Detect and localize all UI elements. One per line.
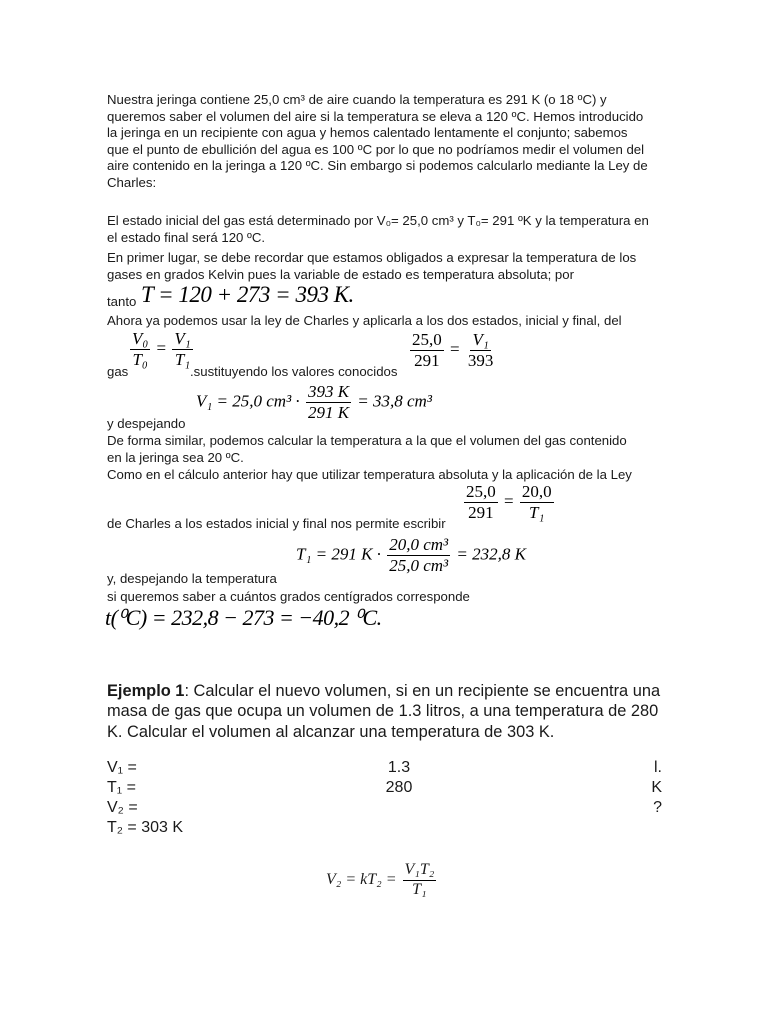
como-line: Como en el cálculo anterior hay que utilizar temperatura absoluta y la aplicación de la Ley [107,467,632,482]
example-1-statement [107,681,667,742]
charles-escribir-line: de Charles a los estados inicial y final nos permite escribir [107,516,446,531]
row-label: V₁ = [107,759,137,776]
row-label: V₂ = [107,799,138,816]
example-title: Ejemplo 1 [107,682,185,700]
sustituyendo-label: .sustituyendo los valores conocidos [190,364,398,379]
data-row-v1 [107,758,662,778]
intro-paragraph-2: El estado inicial del gas está determinado por V₀= 25,0 cm³ y T₀= 291 ºK y la temperatura en el estado final será 120 ºC. [107,213,649,245]
celsius-result-formula: t(⁰C) = 232,8 − 273 = −40,2 ⁰C. [105,605,382,630]
similar-line-1: De forma similar, podemos calcular la temperatura a la que el volumen del gas contenido [107,433,627,448]
despejando-temp-line: y, despejando la temperatura [107,571,277,586]
example-formula: V₂ = kT₂ = $\frac{\text{V₁T₂}}{\text{T₁}}$ [326,861,435,898]
data-row-t1 [107,778,662,798]
t1-calculation-formula: T₁ = 291 K · $\frac{\text{20,0 cm³}}{\text{25,0 cm³}}$ = 232,8 K [296,535,526,575]
row-label: T₁ = [107,779,136,796]
data-row-v2 [107,798,662,818]
v1-calculation-formula: V₁ = 25,0 cm³ · $\frac{393 K}{291 K}$ = 33,8 cm³ [196,382,432,422]
data-row-t2 [107,818,662,838]
intro-paragraph-1: Nuestra jeringa contiene 25,0 cm³ de aire cuando la temperatura es 291 K (o 18 ºC) y queremos saber el volumen del aire si la temperatura se eleva a 120 ºC. Hemos introducido la jeringa en un recipiente con agua y hemos calentado lentamente el conjunto; sabemos que el punto de ebullición del agua es 100 ºC por lo que no podríamos medir el volumen del aire contenido en la jeringa a 120 ºC. Sin embargo si podemos calcularlo mediante la Ley de Charles: [107,92,648,190]
kelvin-conversion-formula: T = 120 + 273 = 393 K. [141,282,354,307]
tanto-label: tanto [107,294,137,309]
row-unit: l. [654,759,662,776]
row-unit: K [651,779,662,796]
charles-law-line: Ahora ya podemos usar la ley de Charles y aplicarla a los dos estados, inicial y final, del [107,313,622,328]
intro-paragraph-3: En primer lugar, se debe recordar que estamos obligados a expresar la temperatura de los gases en grados Kelvin pues la variable de estado es temperatura absoluta; por [107,250,637,282]
charles-law-formula: $\frac{\text{V₀}}{\text{T₀}}$ = $\frac{\text{V₁}}{\text{T₁}}$ [132,329,191,369]
row-value: 1.3 [387,759,411,776]
row-label: T₂ = 303 K [107,819,184,836]
example-text: : Calcular el nuevo volumen, si en un recipiente se encuentra una masa de gas que ocupa un volumen de 1.3 litros, a una temperatura de 280 K. Calcular el volumen al alcanzar una temperatura de 303 K. [107,682,661,741]
temperature-ratio-formula: $\frac{25,0}{291}$ = $\frac{20,0}{\text{T₁}}$ [466,482,552,522]
substitution-formula: $\frac{25,0}{291}$ = $\frac{\text{V₁}}{393}$ [412,330,494,370]
similar-line-2: en la jeringa sea 20 ºC. [107,450,244,465]
despejando-label: y despejando [107,416,186,431]
row-unit: ? [653,799,662,816]
row-value: 280 [385,779,413,796]
gas-label: gas [107,364,129,379]
centigrados-line: si queremos saber a cuántos grados centígrados corresponde [107,589,470,604]
